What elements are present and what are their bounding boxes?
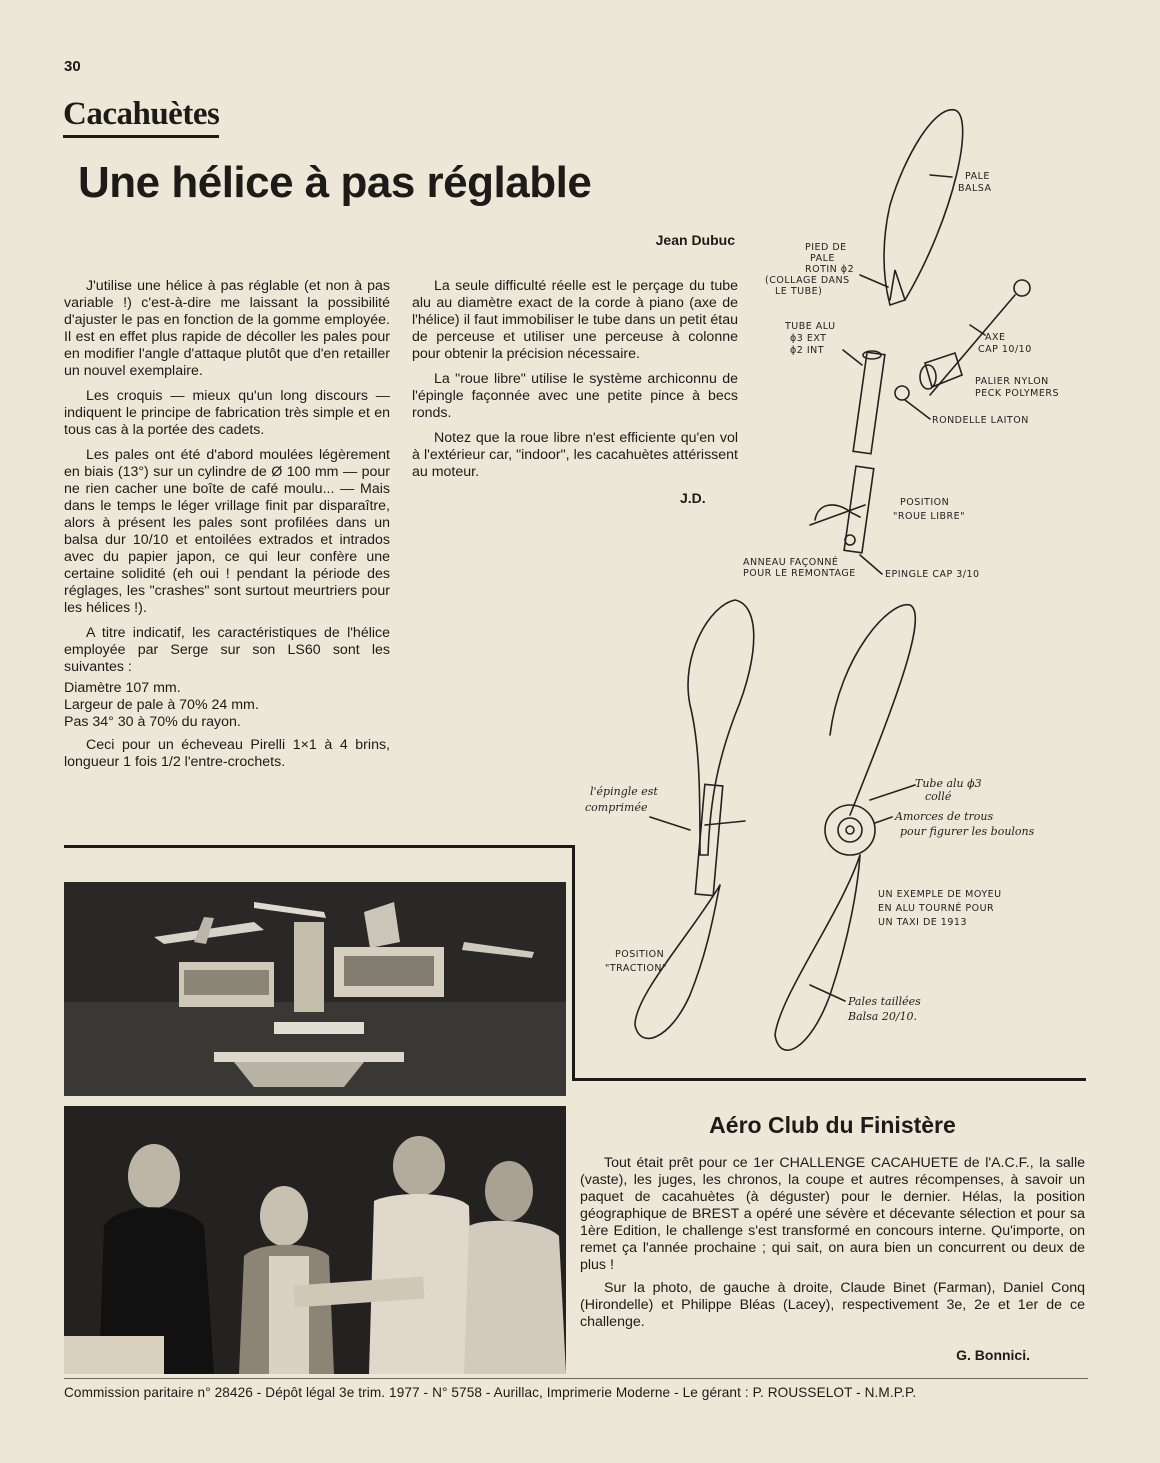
label-pale: PALE xyxy=(965,171,990,182)
frame-line-vertical xyxy=(572,845,575,1080)
svg-text:Balsa 20/10.: Balsa 20/10. xyxy=(848,1010,918,1023)
svg-text:POUR LE REMONTAGE: POUR LE REMONTAGE xyxy=(743,568,856,579)
spec-line: Diamètre 107 mm. xyxy=(64,680,181,696)
svg-text:ϕ2 INT: ϕ2 INT xyxy=(790,345,825,356)
tube-sketch xyxy=(853,352,885,454)
label-axe: AXE xyxy=(985,332,1006,343)
label-exemple: UN EXEMPLE DE MOYEU xyxy=(878,889,1002,900)
section-title: Cacahuètes xyxy=(63,96,219,138)
svg-text:PECK POLYMERS: PECK POLYMERS xyxy=(975,388,1059,399)
footer-legal: Commission paritaire n° 28426 - Dépôt légal 3e trim. 1977 - N° 5758 - Aurillac, Imprimerie Moderne - Le gérant : P. ROUSSELOT - N.M.P.P. xyxy=(64,1385,917,1400)
hub-sketch xyxy=(825,805,875,855)
label-rondelle: RONDELLE LAITON xyxy=(932,415,1029,426)
article-signature: J.D. xyxy=(680,490,706,506)
club-signature: G. Bonnici. xyxy=(956,1347,1030,1363)
paragraph: Notez que la roue libre n'est efficiente qu'en vol à l'extérieur car, "indoor", les cacahuètes attérissent au moteur. xyxy=(412,430,738,480)
article-title: Une hélice à pas réglable xyxy=(78,158,592,207)
paragraph: Ceci pour un écheveau Pirelli 1×1 à 4 brins, longueur 1 fois 1/2 l'entre-crochets. xyxy=(64,737,390,770)
label-palier: PALIER NYLON xyxy=(975,376,1049,387)
svg-text:LE TUBE): LE TUBE) xyxy=(775,286,823,297)
paragraph: Les croquis — mieux qu'un long discours — indiquent le principe de fabrication très simple et en tous cas à la portée des cadets. xyxy=(64,388,390,438)
palier-sketch xyxy=(925,353,962,387)
label-pales-taillees: Pales taillées xyxy=(848,995,921,1008)
club-title: Aéro Club du Finistère xyxy=(709,1112,956,1138)
frame-line-bottom xyxy=(572,1078,1086,1081)
svg-text:UN TAXI DE 1913: UN TAXI DE 1913 xyxy=(878,917,967,928)
paragraph: J'utilise une hélice à pas réglable (et non à pas variable !) c'est-à-dire me laissant la possibilité d'ajuster le pas en fonction de la gomme employée. Il est en effet plus rapide de décoller les pales pour en modifier l'angle d'attaque plutôt que d'en retailler un nouvel exemplaire. xyxy=(64,278,390,379)
paragraph: Sur la photo, de gauche à droite, Claude Binet (Farman), Daniel Conq (Hirondelle) et Philippe Bléas (Lacey), respectivement 3e, 2e et 1er de ce challenge. xyxy=(580,1280,1085,1330)
label-epingle-comprimee: l'épingle est xyxy=(590,785,658,798)
page-number: 30 xyxy=(64,58,81,75)
propeller-right-sketch xyxy=(830,605,915,815)
label-balsa: BALSA xyxy=(958,183,992,194)
label-tube: TUBE ALU xyxy=(785,321,836,332)
spec-line: Largeur de pale à 70% 24 mm. xyxy=(64,697,259,713)
svg-text:comprimée: comprimée xyxy=(585,801,648,814)
article-left-column xyxy=(64,278,390,779)
label-pied: PIED DE xyxy=(805,242,847,253)
spec-line: Pas 34° 30 à 70% du rayon. xyxy=(64,714,241,730)
svg-text:pour figurer les boulons: pour figurer les boulons xyxy=(900,825,1035,838)
label-tube-colle: Tube alu ϕ3 xyxy=(915,777,982,790)
paragraph: Tout était prêt pour ce 1er CHALLENGE CACAHUETE de l'A.C.F., la salle (vaste), les juges, les chronos, la coupe et autres récompenses, à savoir un paquet de cacahuètes (à déguster) pour le dernier. Hélas, la position géographique de BREST a opéré une sévère et décevante sélection et pour sa 1ère Edition, le challenge s'est transformé en concours interne. Qu'importe, on remet ça l'année prochaine ; qui sait, on aura bien un concurrent ou deux de plus ! xyxy=(580,1155,1085,1273)
label-position-roue: POSITION xyxy=(900,497,950,508)
svg-text:ROTIN ϕ2: ROTIN ϕ2 xyxy=(805,264,855,275)
svg-text:"ROUE LIBRE": "ROUE LIBRE" xyxy=(893,511,966,522)
label-position-traction: POSITION xyxy=(615,949,665,960)
club-body xyxy=(580,1155,1085,1337)
label-anneau: ANNEAU FAÇONNÉ xyxy=(743,557,839,568)
photo-club-members xyxy=(64,1106,566,1374)
photo-models-display xyxy=(64,882,566,1096)
svg-text:EN ALU TOURNÉ POUR: EN ALU TOURNÉ POUR xyxy=(878,903,995,914)
paragraph: A titre indicatif, les caractéristiques de l'hélice employée par Serge sur son LS60 sont les suivantes : xyxy=(64,625,390,675)
paragraph: La "roue libre" utilise le système archiconnu de l'épingle façonnée avec une petite pince à becs ronds. xyxy=(412,371,738,421)
label-epingle: EPINGLE CAP 3/10 xyxy=(885,569,980,580)
paragraph: Les pales ont été d'abord moulées légèrement en biais (13°) sur un cylindre de Ø 100 mm — pour ne rien cacher une boîte de café moulu... — Mais dans le temps le léger vrillage finit par disparaître, alors à présent les pales sont profilées dans un balsa dur 10/10 et entoilées extrados et intrados avec du papier japon, ce qui leur confère une certaine solidité (eh oui ! pendant la période des réglages, les "crashes" sont surtout meurtriers pour les hélices !). xyxy=(64,447,390,616)
footer-rule xyxy=(64,1378,1088,1379)
propeller-drawing xyxy=(560,95,1100,1023)
svg-text:(COLLAGE DANS: (COLLAGE DANS xyxy=(765,275,850,286)
svg-text:PALE: PALE xyxy=(810,253,835,264)
article-author: Jean Dubuc xyxy=(655,232,735,248)
svg-text:ϕ3 EXT: ϕ3 EXT xyxy=(790,333,827,344)
svg-text:CAP 10/10: CAP 10/10 xyxy=(978,344,1032,355)
label-amorces: Amorces de trous xyxy=(895,810,994,823)
blade-top-sketch xyxy=(884,110,963,305)
paragraph: La seule difficulté réelle est le perçage du tube alu au diamètre exact de la corde à piano (axe de l'hélice) il faut immobiliser le tube dans un petit étau de perceuse et utiliser une perceuse à colonne pour obtenir la précision nécessaire. xyxy=(412,278,738,362)
frame-line-top xyxy=(64,845,574,848)
roue-libre-tube xyxy=(844,466,874,553)
propeller-left-sketch xyxy=(688,600,754,855)
svg-text:"TRACTION": "TRACTION" xyxy=(605,963,667,974)
svg-text:collé: collé xyxy=(925,790,952,803)
